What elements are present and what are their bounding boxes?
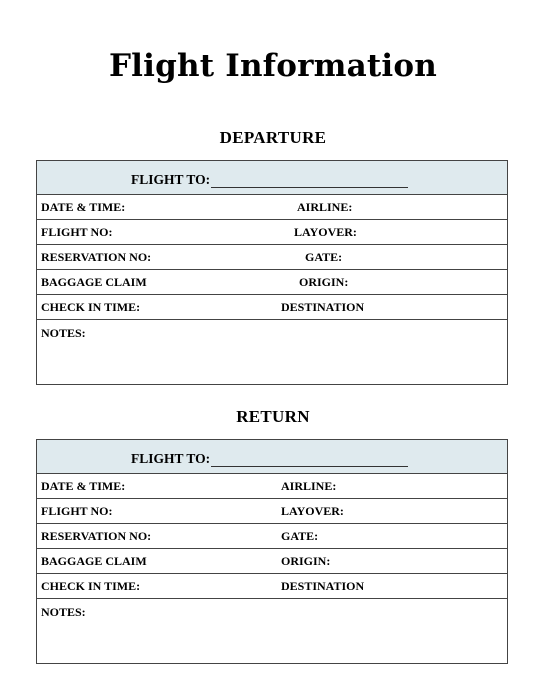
return-gate-label: GATE: — [281, 529, 319, 543]
departure-check-in-time-label: CHECK IN TIME: — [41, 300, 141, 314]
return-baggage-claim-label: BAGGAGE CLAIM — [41, 554, 147, 568]
departure-gate-label: GATE: — [305, 250, 343, 264]
return-destination-label: DESTINATION — [281, 579, 365, 593]
return-row-checkin-destination — [37, 574, 507, 599]
departure-row-date-airline — [37, 195, 507, 220]
return-notes-label: NOTES: — [41, 605, 86, 619]
departure-row-checkin-destination — [37, 295, 507, 320]
departure-heading: DEPARTURE — [219, 128, 327, 147]
return-row-date-airline — [37, 474, 507, 499]
departure-origin-label: ORIGIN: — [299, 275, 349, 289]
departure-row-flight-layover — [37, 220, 507, 245]
return-form-header — [37, 440, 507, 474]
return-date-time-label: DATE & TIME: — [41, 479, 126, 493]
return-flight-to-line[interactable] — [211, 454, 408, 467]
departure-destination-label: DESTINATION — [281, 300, 365, 314]
return-heading: RETURN — [236, 407, 310, 426]
return-origin-label: ORIGIN: — [281, 554, 331, 568]
departure-flight-to-field[interactable] — [131, 172, 408, 188]
departure-baggage-claim-label: BAGGAGE CLAIM — [41, 275, 147, 289]
return-row-reservation-gate — [37, 524, 507, 549]
departure-flight-no-label: FLIGHT NO: — [41, 225, 113, 239]
return-row-baggage-origin — [37, 549, 507, 574]
departure-form-header — [37, 161, 507, 195]
departure-layover-label: LAYOVER: — [294, 225, 357, 239]
return-notes-area[interactable] — [37, 599, 507, 663]
return-flight-to-label: FLIGHT TO: — [131, 451, 211, 466]
return-flight-to-field[interactable] — [131, 451, 408, 467]
departure-date-time-label: DATE & TIME: — [41, 200, 126, 214]
departure-flight-to-line[interactable] — [211, 175, 408, 188]
departure-reservation-no-label: RESERVATION NO: — [41, 250, 152, 264]
departure-notes-label: NOTES: — [41, 326, 86, 340]
return-check-in-time-label: CHECK IN TIME: — [41, 579, 141, 593]
departure-notes-area[interactable] — [37, 320, 507, 384]
departure-airline-label: AIRLINE: — [297, 200, 353, 214]
departure-row-reservation-gate — [37, 245, 507, 270]
page-title: Flight Information — [108, 48, 438, 84]
return-layover-label: LAYOVER: — [281, 504, 344, 518]
departure-form — [36, 160, 508, 385]
return-reservation-no-label: RESERVATION NO: — [41, 529, 152, 543]
return-airline-label: AIRLINE: — [281, 479, 337, 493]
return-form — [36, 439, 508, 664]
return-row-flight-layover — [37, 499, 507, 524]
departure-flight-to-label: FLIGHT TO: — [131, 172, 211, 187]
departure-row-baggage-origin — [37, 270, 507, 295]
return-flight-no-label: FLIGHT NO: — [41, 504, 113, 518]
